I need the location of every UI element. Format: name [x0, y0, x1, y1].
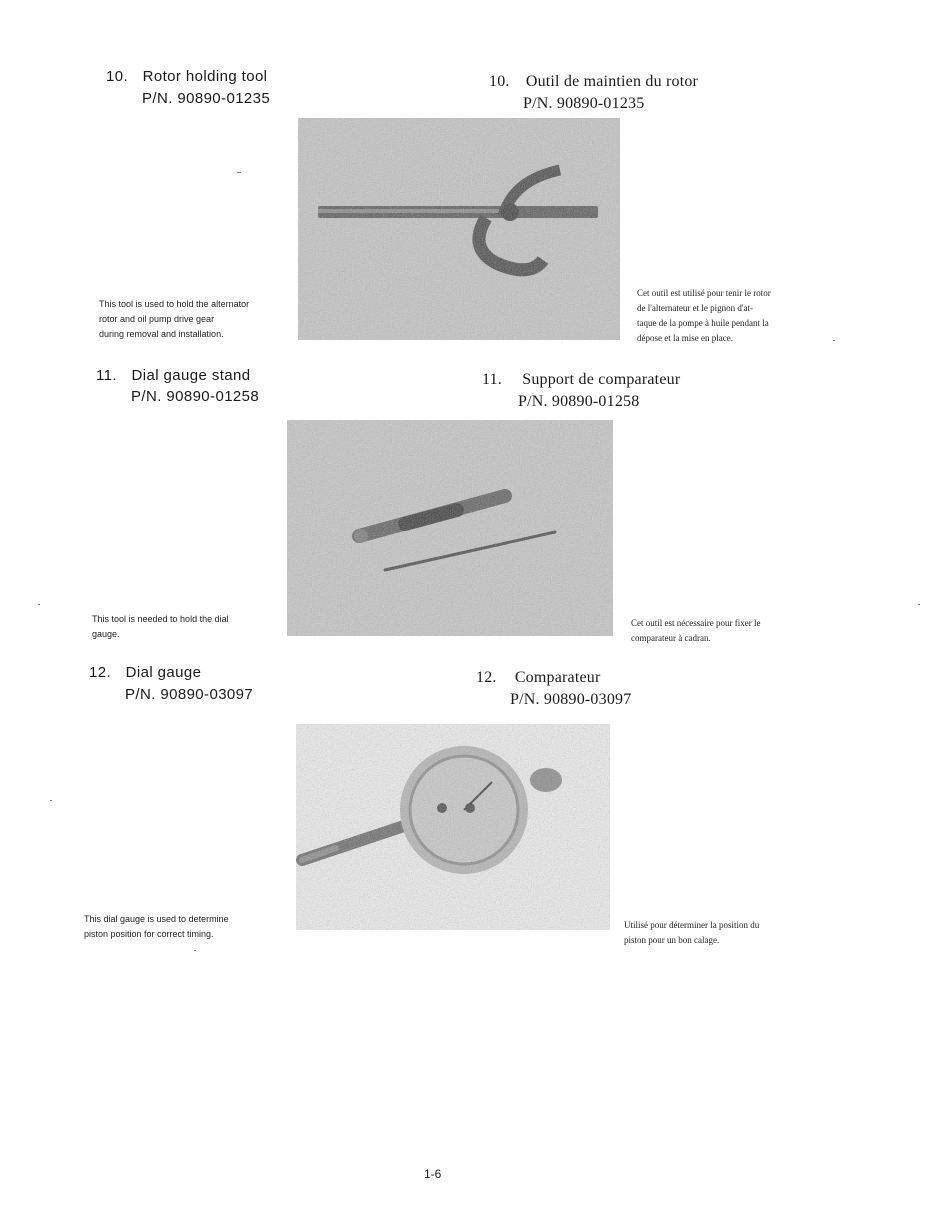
desc-line: piston pour un bon calage. [624, 935, 720, 945]
desc-line: de l'alternateur et le pignon d'at- [637, 303, 753, 313]
desc-line: comparateur à cadran. [631, 633, 711, 643]
tool-12-heading-en [89, 662, 201, 684]
tool-11-description-en [92, 612, 229, 642]
tool-12-number-en: 12. [89, 664, 112, 681]
tool-11-description-fr [631, 616, 760, 646]
desc-line: rotor and oil pump drive gear [99, 314, 215, 324]
desc-line: Cet outil est utilisé pour tenir le rotor [637, 288, 771, 298]
tool-11-pn-fr: P/N. 90890-01258 [518, 393, 640, 410]
tool-12-number-fr: 12. [476, 669, 497, 686]
scan-speck [237, 172, 241, 173]
desc-line: This dial gauge is used to determine [84, 914, 229, 924]
tool-11-heading-fr [482, 369, 680, 391]
desc-line: taque de la pompe à huile pendant la [637, 318, 769, 328]
dial-gauge-stand-photo [287, 420, 613, 636]
scan-speck [50, 800, 52, 801]
tool-11-pn-en: P/N. 90890-01258 [131, 388, 260, 405]
tool-11-number-fr: 11. [482, 371, 503, 388]
tool-10-pn-fr: P/N. 90890-01235 [523, 95, 645, 112]
desc-line: Cet outil est nécessaire pour fixer le [631, 618, 761, 628]
tool-12-pn-fr: P/N. 90890-03097 [510, 691, 632, 708]
desc-line: This tool is used to hold the alternator [99, 299, 250, 309]
tool-10-heading-en [106, 66, 267, 88]
scan-speck [833, 340, 835, 341]
tool-10-name-en: Rotor holding tool [142, 68, 268, 85]
tool-11-name-fr: Support de comparateur [522, 371, 681, 388]
desc-line: Utilisé pour déterminer la position du [624, 920, 760, 930]
rotor-holding-tool-photo [298, 118, 620, 340]
tool-10-name-fr: Outil de maintien du rotor [525, 73, 699, 90]
tool-10-description-en [99, 297, 249, 342]
tool-10-heading-fr [489, 71, 698, 93]
tool-11-heading-en [96, 365, 251, 387]
tool-12-heading-fr [476, 667, 601, 689]
scan-speck [194, 950, 196, 951]
desc-line: piston position for correct timing. [84, 929, 214, 939]
tool-10-number-fr: 10. [489, 73, 510, 90]
tool-11-name-en: Dial gauge stand [131, 367, 251, 384]
tool-12-description-fr [624, 918, 759, 948]
tool-10-number-en: 10. [106, 68, 129, 85]
tool-10-pn-en: P/N. 90890-01235 [142, 90, 271, 107]
dial-gauge-photo [296, 724, 610, 930]
tool-10-description-fr [637, 286, 771, 346]
tool-12-name-en: Dial gauge [125, 664, 202, 681]
tool-12-pn-en: P/N. 90890-03097 [125, 686, 254, 703]
tool-12-description-en [84, 912, 229, 942]
desc-line: gauge. [92, 629, 120, 639]
tool-11-number-en: 11. [96, 367, 117, 384]
scan-speck [38, 604, 40, 605]
tool-12-name-fr: Comparateur [514, 669, 601, 686]
desc-line: dépose et la mise en place. [637, 333, 733, 343]
desc-line: during removal and installation. [99, 329, 224, 339]
scan-speck [918, 604, 920, 605]
page-number: 1-6 [424, 1167, 442, 1181]
desc-line: This tool is needed to hold the dial [92, 614, 229, 624]
